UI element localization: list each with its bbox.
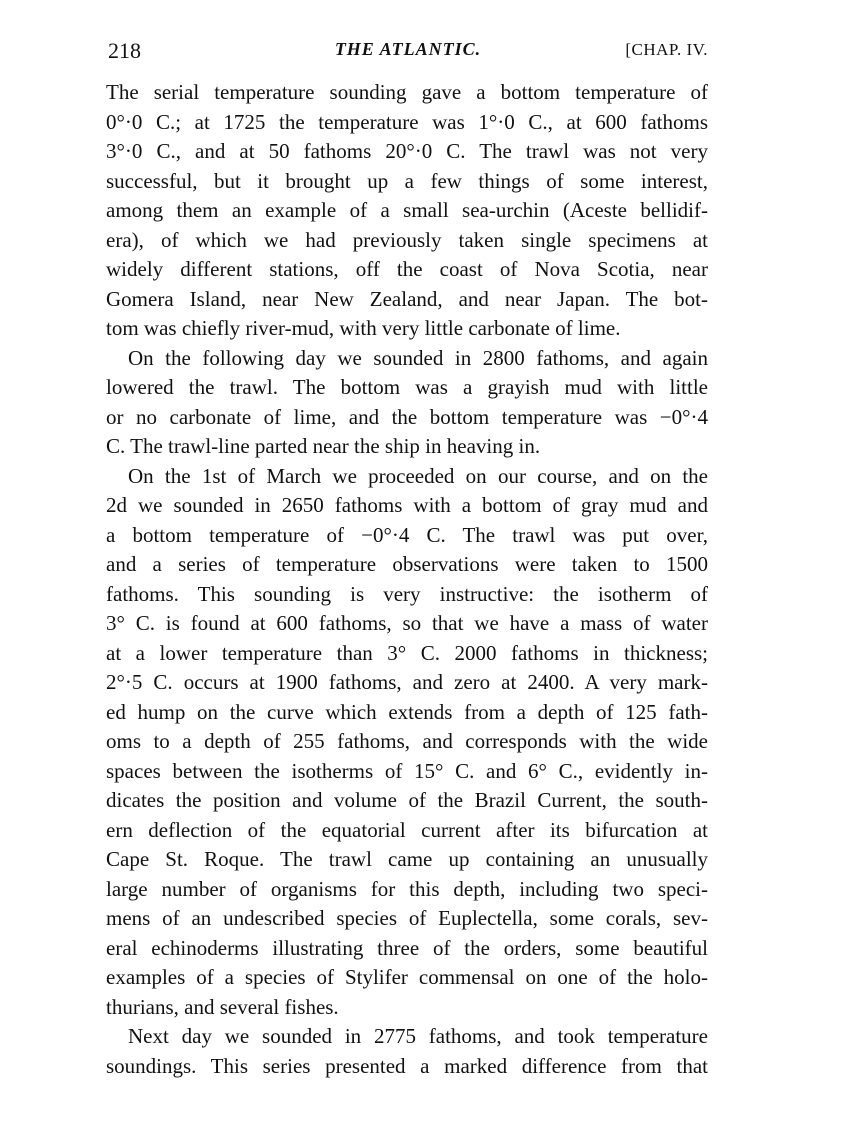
text-line: eral echinoderms illustrating three of the orders, some beautiful (106, 935, 708, 960)
text-line: Next day we sounded in 2775 fathoms, and took temperature (128, 1024, 708, 1048)
text-line: oms to a depth of 255 fathoms, and corresponds with the wide (106, 729, 708, 753)
text-line: dicates the position and volume of the Brazil Current, the south- (106, 788, 708, 812)
text-line: among them an example of a small sea-urchin (Aceste bellidif- (106, 198, 708, 222)
text-line: or no carbonate of lime, and the bottom temperature was −0°·4 (106, 404, 708, 429)
text-line: at a lower temperature than 3° C. 2000 fathoms in thickness; (106, 640, 708, 665)
text-line: and a series of temperature observations were taken to 1500 (106, 552, 708, 576)
text-line: The serial temperature sounding gave a bottom temperature of (106, 80, 708, 104)
text-line: 0°·0 C.; at 1725 the temperature was 1°·0 C., at 600 fathoms (106, 109, 708, 134)
text-line: a bottom temperature of −0°·4 C. The trawl was put over, (106, 522, 708, 547)
text-line: 2d we sounded in 2650 fathoms with a bottom of gray mud and (106, 493, 708, 517)
text-line: mens of an undescribed species of Euplectella, some corals, sev- (106, 906, 708, 930)
text-line: lowered the trawl. The bottom was a grayish mud with little (106, 375, 708, 399)
text-line: 3°·0 C., and at 50 fathoms 20°·0 C. The trawl was not very (106, 139, 708, 163)
text-line: 3° C. is found at 600 fathoms, so that we have a mass of water (106, 611, 708, 635)
text-line: tom was chiefly river-mud, with very little carbonate of lime. (106, 316, 621, 340)
page-number: 218 (108, 38, 141, 63)
body-text (106, 78, 708, 1081)
text-line: 2°·5 C. occurs at 1900 fathoms, and zero at 2400. A very mark- (106, 670, 708, 694)
text-line: Cape St. Roque. The trawl came up containing an unusually (106, 847, 708, 871)
text-line: successful, but it brought up a few things of some interest, (106, 168, 708, 193)
text-line: large number of organisms for this depth, including two speci- (106, 876, 708, 901)
text-line: C. The trawl-line parted near the ship in heaving in. (106, 434, 541, 458)
text-line: era), of which we had previously taken single specimens at (106, 227, 708, 252)
text-line: widely different stations, off the coast of Nova Scotia, near (106, 257, 708, 281)
text-line: ed hump on the curve which extends from a depth of 125 fath- (106, 699, 708, 724)
text-line: fathoms. This sounding is very instructive: the isotherm of (106, 581, 708, 606)
text-line: soundings. This series presented a marked difference from that (106, 1053, 708, 1078)
text-line: spaces between the isotherms of 15° C. and 6° C., evidently in- (106, 758, 708, 783)
text-line: On the following day we sounded in 2800 fathoms, and again (128, 345, 708, 370)
chapter-reference: [CHAP. IV. (625, 40, 708, 59)
text-line: On the 1st of March we proceeded on our course, and on the (128, 463, 708, 488)
running-title: THE ATLANTIC. (334, 39, 482, 59)
running-head (108, 38, 708, 66)
text-line: thurians, and several fishes. (106, 994, 339, 1019)
text-line: examples of a species of Stylifer commensal on one of the holo- (106, 965, 708, 989)
text-line: Gomera Island, near New Zealand, and near Japan. The bot- (106, 286, 708, 311)
text-line: ern deflection of the equatorial current after its bifurcation at (106, 817, 708, 842)
